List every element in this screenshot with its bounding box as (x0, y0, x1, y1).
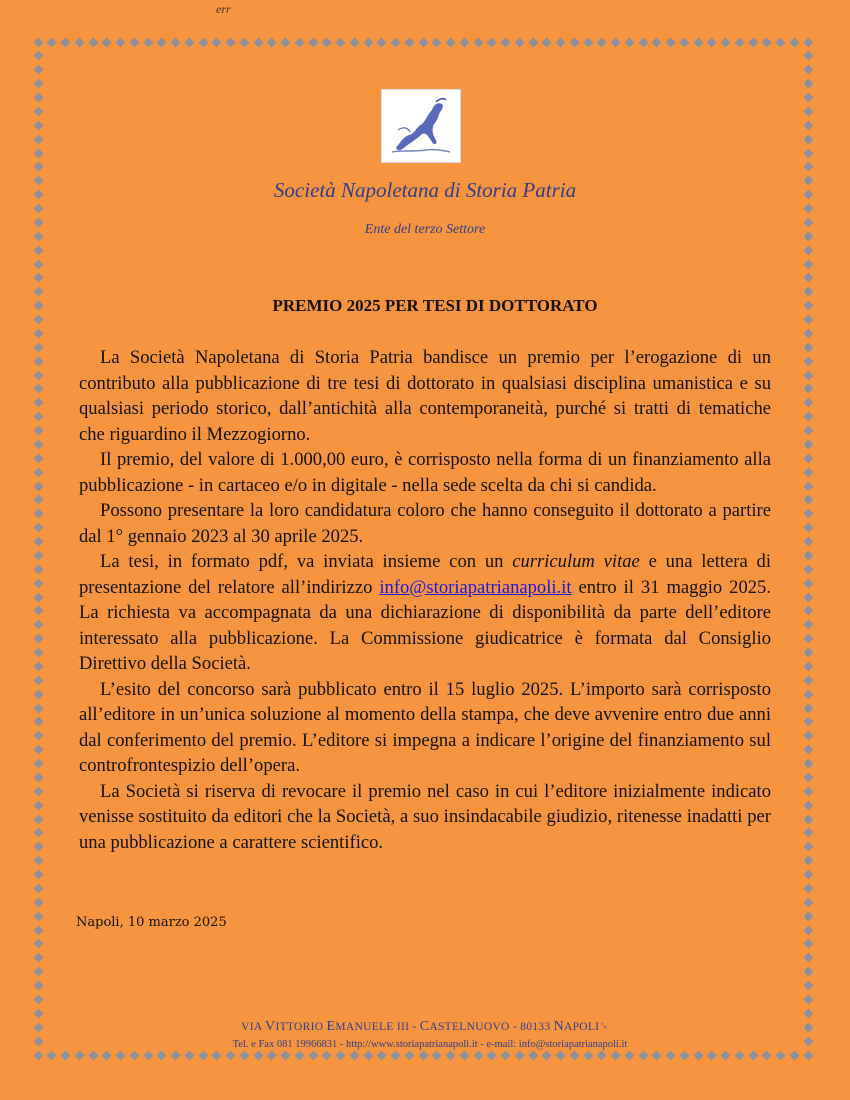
border-diamond (803, 911, 813, 921)
border-diamond (803, 426, 813, 436)
border-diamond (803, 606, 813, 616)
border-diamond (542, 37, 552, 47)
border-diamond (679, 37, 689, 47)
border-diamond (734, 1050, 744, 1060)
border-diamond (748, 1050, 758, 1060)
border-diamond (734, 37, 744, 47)
border-diamond (226, 1050, 236, 1060)
border-diamond (33, 606, 43, 616)
border-diamond (33, 911, 43, 921)
border-diamond (239, 1050, 249, 1060)
border-diamond (102, 37, 112, 47)
border-diamond (33, 689, 43, 699)
border-diamond (253, 1050, 263, 1060)
border-diamond (624, 37, 634, 47)
border-diamond (33, 259, 43, 269)
border-diamond (624, 1050, 634, 1060)
border-diamond (33, 1008, 43, 1018)
border-diamond (803, 759, 813, 769)
border-diamond (803, 773, 813, 783)
border-diamond (47, 37, 57, 47)
border-diamond (459, 37, 469, 47)
border-diamond (487, 1050, 497, 1060)
border-diamond (803, 856, 813, 866)
border-diamond (597, 37, 607, 47)
border-diamond (143, 37, 153, 47)
border-diamond (803, 648, 813, 658)
border-diamond (33, 717, 43, 727)
address-part-1: VIA (241, 1021, 266, 1033)
address-part-8: N (553, 1019, 564, 1034)
border-diamond (803, 37, 813, 47)
border-diamond (33, 65, 43, 75)
border-diamond (803, 384, 813, 394)
border-diamond (514, 37, 524, 47)
border-diamond (308, 1050, 318, 1060)
border-diamond (212, 1050, 222, 1060)
border-diamond (803, 828, 813, 838)
border-diamond (803, 995, 813, 1005)
border-diamond (33, 356, 43, 366)
border-diamond (803, 786, 813, 796)
border-diamond (679, 1050, 689, 1060)
border-diamond (33, 384, 43, 394)
border-diamond (432, 1050, 442, 1060)
border-diamond (803, 870, 813, 880)
border-diamond (803, 703, 813, 713)
border-diamond (33, 439, 43, 449)
border-diamond (803, 328, 813, 338)
border-diamond (432, 37, 442, 47)
border-diamond (33, 370, 43, 380)
border-diamond (377, 1050, 387, 1060)
border-diamond (597, 1050, 607, 1060)
paragraph-4 (79, 549, 771, 677)
border-diamond (377, 37, 387, 47)
border-diamond (803, 467, 813, 477)
border-diamond (267, 37, 277, 47)
border-diamond (143, 1050, 153, 1060)
border-diamond (803, 273, 813, 283)
border-diamond (33, 328, 43, 338)
border-diamond (803, 412, 813, 422)
border-diamond (789, 1050, 799, 1060)
border-diamond (171, 1050, 181, 1060)
border-diamond (33, 550, 43, 560)
border-diamond (33, 967, 43, 977)
border-diamond (803, 939, 813, 949)
border-diamond (349, 1050, 359, 1060)
border-diamond (33, 523, 43, 533)
border-diamond (33, 745, 43, 755)
address-part-4: E (326, 1019, 336, 1034)
border-diamond (33, 467, 43, 477)
border-diamond (418, 37, 428, 47)
border-diamond (707, 1050, 717, 1060)
border-diamond (803, 439, 813, 449)
border-diamond (803, 745, 813, 755)
border-diamond (33, 1050, 43, 1060)
border-diamond (803, 162, 813, 172)
border-diamond (349, 37, 359, 47)
border-diamond (322, 37, 332, 47)
border-diamond (363, 1050, 373, 1060)
border-diamond (33, 79, 43, 89)
footer-address (0, 1019, 850, 1035)
border-diamond (33, 93, 43, 103)
border-diamond (652, 37, 662, 47)
date-line: Napoli, 10 marzo 2025 (76, 915, 227, 930)
border-diamond (33, 703, 43, 713)
border-diamond (47, 1050, 57, 1060)
border-diamond (184, 1050, 194, 1060)
paragraph-6: La Società si riserva di revocare il premio nel caso in cui l’editore inizialmente indicato venisse sostituito da editori che la Società, a suo insindacabile giudizio, ritenesse inadatti per una pubblicazione a carattere scientifico. (79, 780, 771, 853)
border-diamond (33, 842, 43, 852)
border-diamond (33, 897, 43, 907)
border-diamond (226, 37, 236, 47)
border-diamond (803, 523, 813, 533)
border-diamond (33, 453, 43, 463)
border-diamond (33, 495, 43, 505)
border-diamond (803, 897, 813, 907)
border-diamond (33, 315, 43, 325)
border-diamond (33, 925, 43, 935)
border-diamond (116, 1050, 126, 1060)
corner-note: err (216, 2, 231, 16)
border-diamond (157, 1050, 167, 1060)
border-diamond (102, 1050, 112, 1060)
border-diamond (803, 342, 813, 352)
border-diamond (638, 1050, 648, 1060)
border-diamond (666, 37, 676, 47)
border-diamond (308, 37, 318, 47)
address-part-2: V (265, 1019, 276, 1034)
border-diamond (33, 509, 43, 519)
society-subtitle: Ente del terzo Settore (364, 222, 486, 237)
border-diamond (803, 800, 813, 810)
border-diamond (762, 37, 772, 47)
border-diamond (74, 37, 84, 47)
border-diamond (762, 1050, 772, 1060)
document-body (79, 345, 771, 855)
border-diamond (803, 148, 813, 158)
border-diamond (33, 245, 43, 255)
border-diamond (803, 51, 813, 61)
border-diamond (391, 37, 401, 47)
border-diamond (184, 37, 194, 47)
border-diamond (33, 592, 43, 602)
border-diamond (33, 953, 43, 963)
border-diamond (803, 537, 813, 547)
border-diamond (33, 481, 43, 491)
border-diamond (267, 1050, 277, 1060)
border-diamond (803, 981, 813, 991)
border-diamond (803, 634, 813, 644)
border-diamond (583, 37, 593, 47)
border-diamond (803, 398, 813, 408)
border-diamond (803, 884, 813, 894)
border-diamond (418, 1050, 428, 1060)
border-diamond (404, 37, 414, 47)
horse-emblem-icon (381, 89, 461, 163)
border-diamond (803, 495, 813, 505)
border-diamond (459, 1050, 469, 1060)
border-diamond (803, 1050, 813, 1060)
paragraph-5: L’esito del concorso sarà pubblicato entro il 15 luglio 2025. L’importo sarà corrisposto all’editore in un’unica soluzione al momento della stampa, che deve avvenire entro due anni dal conferimento del premio. L’editore si impegna a indicare l’origine del finanziamento sul controfrontespizio dell’opera. (79, 678, 771, 776)
border-diamond (116, 37, 126, 47)
address-part-5: MANUELE III - (335, 1021, 420, 1033)
border-diamond (33, 828, 43, 838)
border-diamond (652, 1050, 662, 1060)
border-diamond (748, 37, 758, 47)
border-diamond (721, 1050, 731, 1060)
border-diamond (473, 37, 483, 47)
border-diamond (157, 37, 167, 47)
border-diamond (33, 162, 43, 172)
border-diamond (404, 1050, 414, 1060)
border-diamond (776, 37, 786, 47)
border-diamond (336, 1050, 346, 1060)
border-diamond (803, 134, 813, 144)
border-diamond (638, 37, 648, 47)
border-diamond (322, 1050, 332, 1060)
footer-contacts: Tel. e Fax 081 19966831 - http://www.storiapatrianapoli.it - e-mail: info@storiapatrianapoli.it (232, 1039, 628, 1050)
border-diamond (61, 1050, 71, 1060)
border-diamond (569, 1050, 579, 1060)
border-diamond (74, 1050, 84, 1060)
border-diamond (253, 37, 263, 47)
border-diamond (33, 884, 43, 894)
border-diamond (129, 1050, 139, 1060)
border-diamond (542, 1050, 552, 1060)
border-diamond (33, 51, 43, 61)
border-diamond (33, 995, 43, 1005)
border-diamond (803, 1008, 813, 1018)
border-diamond (33, 773, 43, 783)
border-diamond (803, 953, 813, 963)
address-part-7: ASTELNUOVO - 80133 (429, 1021, 554, 1033)
border-diamond (528, 37, 538, 47)
border-diamond (33, 120, 43, 130)
border-diamond (501, 1050, 511, 1060)
paragraph-4-text-c: entro il 31 maggio 2025. La richiesta va accompagnata da una dichiarazione di disponibilità da parte dell’editore interessato alla pubblicazione. La Commissione giudicatrice è formata dal Consiglio Direttivo della Società. (79, 576, 772, 674)
border-diamond (33, 800, 43, 810)
border-diamond (803, 564, 813, 574)
border-diamond (693, 1050, 703, 1060)
border-diamond (803, 814, 813, 824)
border-diamond (198, 37, 208, 47)
border-diamond (33, 564, 43, 574)
border-diamond (803, 661, 813, 671)
border-diamond (803, 356, 813, 366)
border-diamond (33, 759, 43, 769)
border-diamond (33, 426, 43, 436)
border-diamond (803, 689, 813, 699)
border-diamond (33, 939, 43, 949)
border-diamond (803, 93, 813, 103)
address-part-3: ITTORIO (275, 1021, 327, 1033)
border-diamond (281, 37, 291, 47)
border-diamond (803, 481, 813, 491)
border-diamond (803, 620, 813, 630)
border-diamond (33, 648, 43, 658)
paragraph-3: Possono presentare la loro candidatura coloro che hanno conseguito il dottorato a partire dal 1° gennaio 2023 al 30 aprile 2025. (79, 500, 771, 547)
border-diamond (281, 1050, 291, 1060)
border-diamond (33, 814, 43, 824)
border-diamond (33, 412, 43, 422)
document-title: PREMIO 2025 PER TESI DI DOTTORATO (272, 296, 598, 315)
border-diamond (803, 120, 813, 130)
border-diamond (33, 981, 43, 991)
border-diamond (803, 925, 813, 935)
curriculum-vitae-italic: curriculum vitae (512, 551, 640, 572)
email-link[interactable]: info@storiapatrianapoli.it (379, 576, 572, 598)
border-diamond (33, 273, 43, 283)
border-diamond (803, 675, 813, 685)
border-diamond (501, 37, 511, 47)
border-diamond (803, 578, 813, 588)
border-diamond (33, 661, 43, 671)
address-part-9: APOLI (564, 1021, 600, 1033)
border-diamond (556, 37, 566, 47)
border-diamond (803, 259, 813, 269)
border-diamond (707, 37, 717, 47)
border-diamond (33, 537, 43, 547)
border-diamond (33, 731, 43, 741)
border-diamond (88, 1050, 98, 1060)
border-diamond (776, 1050, 786, 1060)
border-diamond (803, 79, 813, 89)
border-diamond (294, 37, 304, 47)
paragraph-4-text-b: e una lettera di presentazione del relatore all’indirizzo (79, 551, 771, 598)
address-part-6: C (419, 1019, 430, 1034)
border-diamond (514, 1050, 524, 1060)
paragraph-1: La Società Napoletana di Storia Patria bandisce un premio per l’erogazione di un contributo alla pubblicazione di tre tesi di dottorato in qualsiasi disciplina umanistica e su qualsiasi periodo storico, dall’antichità alla contemporaneità, purché si tratti di tematiche che riguardino il Mezzogiorno. (79, 347, 771, 445)
border-diamond (556, 1050, 566, 1060)
border-diamond (611, 37, 621, 47)
border-diamond (611, 1050, 621, 1060)
border-diamond (446, 37, 456, 47)
border-diamond (294, 1050, 304, 1060)
border-diamond (803, 315, 813, 325)
border-diamond (33, 620, 43, 630)
border-diamond (583, 1050, 593, 1060)
border-diamond (33, 134, 43, 144)
border-diamond (803, 204, 813, 214)
border-diamond (33, 634, 43, 644)
border-diamond (803, 592, 813, 602)
border-diamond (33, 204, 43, 214)
paragraph-4-text-a: La tesi, in formato pdf, va inviata insieme con un (100, 551, 513, 572)
border-diamond (803, 65, 813, 75)
border-diamond (446, 1050, 456, 1060)
border-diamond (33, 675, 43, 685)
border-diamond (721, 37, 731, 47)
border-diamond (61, 37, 71, 47)
border-diamond (212, 37, 222, 47)
border-diamond (33, 786, 43, 796)
border-diamond (789, 37, 799, 47)
border-diamond (528, 1050, 538, 1060)
border-diamond (803, 106, 813, 116)
border-diamond (693, 37, 703, 47)
society-name: Società Napoletana di Storia Patria (273, 178, 577, 202)
border-diamond (363, 37, 373, 47)
border-diamond (666, 1050, 676, 1060)
border-diamond (803, 509, 813, 519)
border-diamond (803, 967, 813, 977)
border-diamond (569, 37, 579, 47)
border-diamond (33, 342, 43, 352)
paragraph-2: Il premio, del valore di 1.000,00 euro, è corrisposto nella forma di un finanziamento alla pubblicazione - in cartaceo e/o in digitale - nella sede scelta da chi si candida. (79, 449, 771, 496)
border-diamond (803, 550, 813, 560)
border-diamond (33, 398, 43, 408)
border-diamond (473, 1050, 483, 1060)
address-part-10: ␍ (599, 1021, 609, 1033)
border-diamond (803, 842, 813, 852)
border-diamond (803, 245, 813, 255)
border-diamond (803, 370, 813, 380)
border-diamond (171, 37, 181, 47)
border-diamond (33, 856, 43, 866)
border-diamond (391, 1050, 401, 1060)
border-diamond (129, 37, 139, 47)
border-diamond (336, 37, 346, 47)
border-diamond (33, 106, 43, 116)
border-diamond (487, 37, 497, 47)
border-diamond (198, 1050, 208, 1060)
border-diamond (803, 731, 813, 741)
border-diamond (803, 717, 813, 727)
border-diamond (33, 148, 43, 158)
border-diamond (88, 37, 98, 47)
border-diamond (33, 870, 43, 880)
border-diamond (33, 578, 43, 588)
border-diamond (33, 37, 43, 47)
border-diamond (239, 37, 249, 47)
border-diamond (803, 453, 813, 463)
